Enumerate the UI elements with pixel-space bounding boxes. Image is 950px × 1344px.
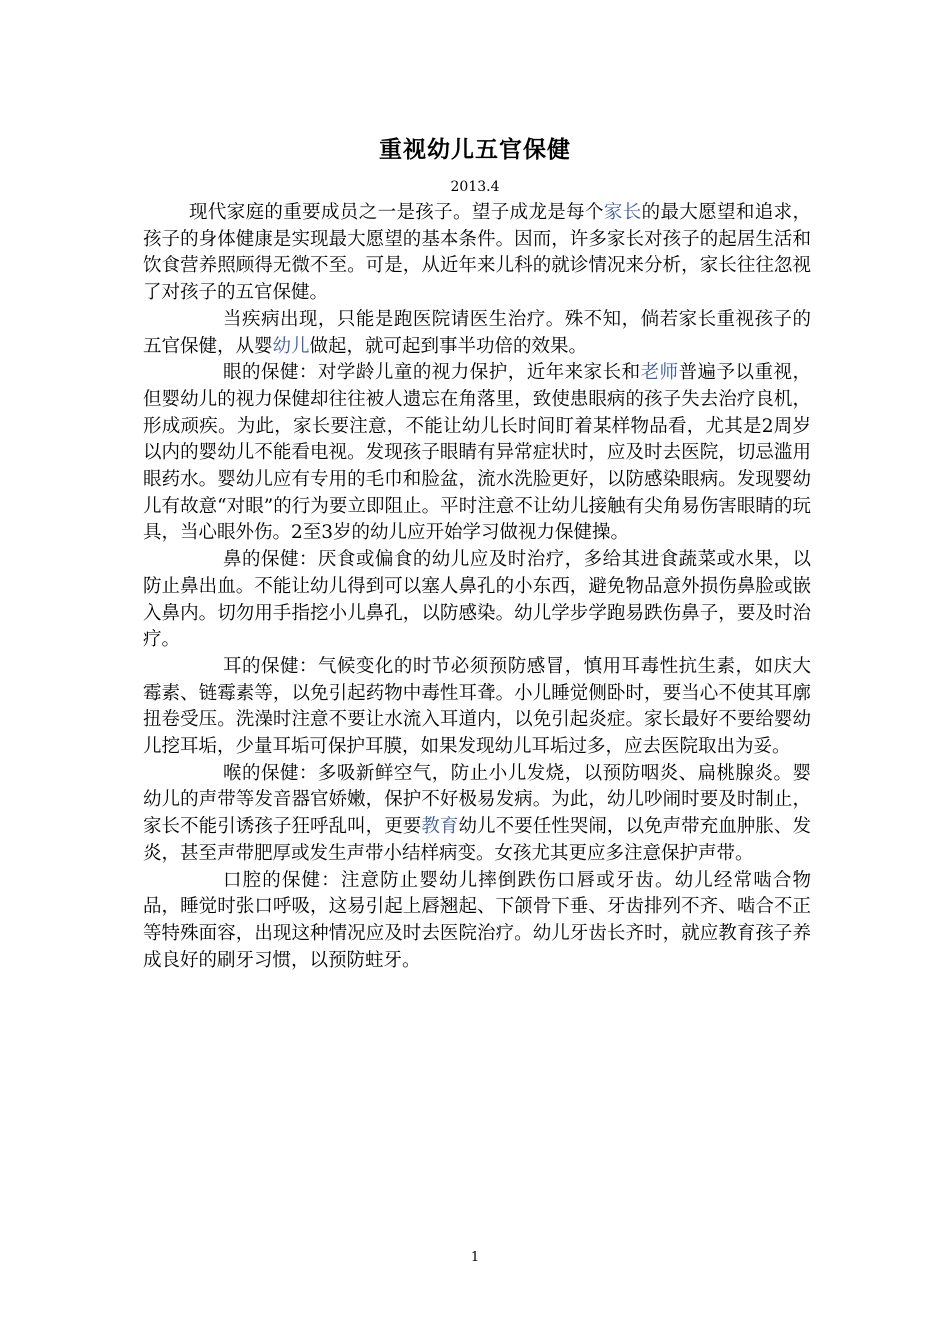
- document-date: 2013.4: [450, 179, 500, 195]
- text-segment: 喉的保健：多吸新鲜空气，防止小儿发烧，以预防咽炎、扁桃腺炎。婴幼儿的声带等发音器官娇嫩，保护不好极易发病。为此，幼儿吵闹时要及时制止，家长不能引诱孩子狂呼乱叫，更要: [143, 762, 811, 838]
- page-number: 1: [470, 1250, 480, 1265]
- text-segment: 鼻的保健：厌食或偏食的幼儿应及时治疗，多给其进食蔬菜或水果，以防止鼻出血。不能让幼儿得到可以塞人鼻孔的小东西，避免物品意外损伤鼻脸或嵌入鼻内。切勿用手指挖小儿鼻孔，以防感染。幼儿学步学跑易跌伤鼻子，要及时治疗。: [143, 549, 811, 651]
- paragraph-prevention: [143, 307, 811, 360]
- text-segment: 现代家庭的重要成员之一是孩子。望子成龙是每个: [189, 202, 604, 223]
- text-segment: 耳的保健：气候变化的时节必须预防感冒，慎用耳毒性抗生素，如庆大霉素、链霉素等，以免引起药物中毒性耳聋。小儿睡觉侧卧时，要当心不使其耳廓扭卷受压。洗澡时注意不要让水流入耳道内，以免引起炎症。家长最好不要给婴幼儿挖耳垢，少量耳垢可保护耳膜，如果发现幼儿耳垢过多，应去医院取出为妥。: [143, 655, 811, 758]
- text-segment: 当疾病出现，只能是跑医院请医生治疗。殊不知，倘若家长重视孩子的五官保健，从婴: [143, 308, 811, 357]
- paragraph-oral-care: [143, 868, 811, 975]
- paragraph-intro: [143, 200, 811, 307]
- document-title: 重视幼儿五官保健: [379, 137, 571, 163]
- text-segment: 眼的保健：对学龄儿童的视力保护，近年来家长和: [223, 362, 641, 384]
- article-body: [143, 200, 811, 974]
- paragraph-throat-care: [143, 761, 811, 868]
- paragraph-ear-care: [143, 654, 811, 761]
- text-segment: 做起，就可起到事半功倍的效果。: [309, 335, 588, 357]
- paragraph-nose-care: [143, 547, 811, 654]
- text-segment: 幼儿不要任性哭闹，以免声带充血肿胀、发炎，甚至声带肥厚或发生声带小结样病变。女孩尤其更应多注意保护声带。: [143, 816, 811, 864]
- keyword-link-teacher[interactable]: 老师: [640, 362, 679, 384]
- keyword-link-parents[interactable]: 家长: [603, 202, 642, 223]
- keyword-link-toddler[interactable]: 幼儿: [272, 335, 310, 357]
- text-segment: 普遍予以重视，但婴幼儿的视力保健却往往被人遗忘在角落里，致使患眼病的孩子失去治疗良机，形成顽疾。为此，家长要注意，不能让幼儿长时间盯着某样物品看，尤其是2周岁以内的婴幼儿不能看电视。发现孩子眼睛有异常症状时，应及时去医院，切忌滥用眼药水。婴幼儿应有专用的毛巾和脸盆，流水洗脸更好，以防感染眼病。发现婴幼儿有故意“对眼”的行为要立即阻止。平时注意不让幼儿接触有尖角易伤害眼睛的玩具，当心眼外伤。2至3岁的幼儿应开始学习做视力保健操。: [143, 362, 811, 544]
- text-segment: 的最大愿望和追求，孩子的身体健康是实现最大愿望的基本条件。因而，许多家长对孩子的起居生活和饮食营养照顾得无微不至。可是，从近年来儿科的就诊情况来分析，家长往往忽视了对孩子的五官保健。: [143, 202, 811, 304]
- paragraph-eye-care: [143, 360, 811, 547]
- keyword-link-education[interactable]: 教育: [421, 816, 459, 838]
- text-segment: 口腔的保健：注意防止婴幼儿摔倒跌伤口唇或牙齿。幼儿经常啮合物品，睡觉时张口呼吸，这易引起上唇翘起、下颌骨下垂、牙齿排列不齐、啮合不正等特殊面容，出现这种情况应及时去医院治疗。幼儿牙齿长齐时，就应教育孩子养成良好的刷牙习惯，以预防蛀牙。: [143, 869, 811, 971]
